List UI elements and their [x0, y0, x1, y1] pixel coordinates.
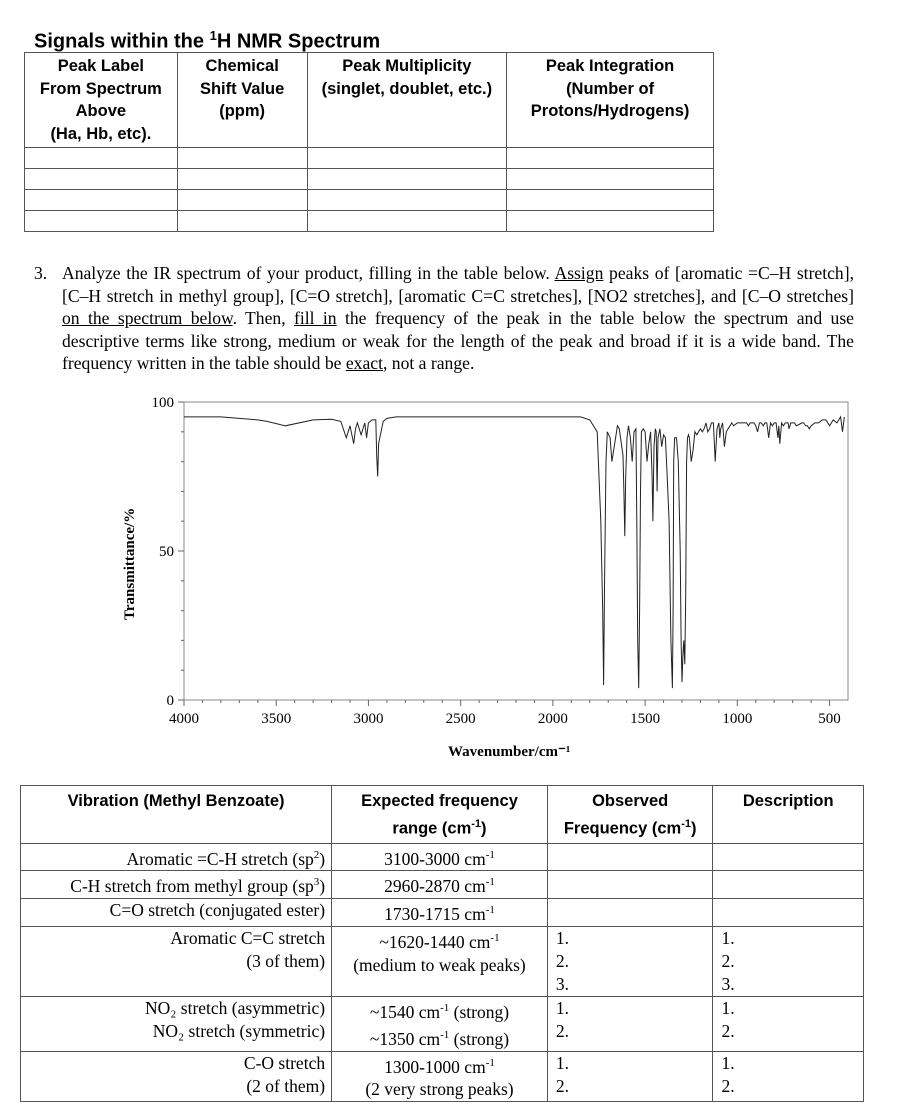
expected-sup: -1 — [485, 848, 495, 861]
question-text-part: Analyze the IR spectrum of your product, filling in the table below. — [62, 263, 555, 283]
nmr-header-example: (Ha, Hb, etc). — [50, 124, 152, 143]
nmr-cell[interactable] — [507, 211, 714, 232]
expected-line — [338, 927, 541, 954]
description-slot: 1. — [721, 997, 735, 1018]
question-3 — [34, 262, 854, 375]
ir-row-c-o — [21, 1051, 864, 1102]
nmr-title-prefix: Signals within the — [34, 30, 210, 53]
nmr-cell[interactable] — [25, 148, 178, 169]
description-slot: 3. — [721, 973, 735, 994]
nmr-header-peak-label — [25, 53, 178, 148]
description-slot: 1. — [721, 1052, 735, 1073]
x-tick-label: 3500 — [261, 711, 292, 727]
question-emphasis: fill in — [294, 308, 337, 328]
x-axis-label-text: Wavenumber/cm⁻¹ — [448, 744, 571, 760]
vibration-cell — [21, 926, 332, 996]
expected-cell — [332, 926, 548, 996]
y-axis-label: Transmittance/% — [122, 507, 138, 620]
y-ticks — [152, 395, 185, 709]
vibration-text: C-H stretch from methyl group (sp — [70, 876, 314, 897]
question-text-part: the frequency of the peak in the table below the spectrum and use descriptive terms like strong, medium or weak for the length of the peak and broad if it is a wide band. The frequency written in the table should be — [62, 308, 854, 373]
observed-cell[interactable] — [547, 871, 713, 899]
expected-text: 1730-1715 cm — [384, 903, 486, 924]
nmr-cell[interactable] — [177, 211, 307, 232]
nmr-cell[interactable] — [25, 190, 178, 211]
x-tick-label: 1500 — [630, 711, 661, 727]
expected-text: (2 very strong peaks) — [365, 1079, 514, 1100]
description-cell[interactable] — [713, 1051, 864, 1102]
vibration-text: Aromatic =C-H stretch (sp — [126, 848, 314, 869]
vibration-cell — [21, 1051, 332, 1102]
observed-slot: 1. — [555, 1052, 569, 1073]
ir-header-text: Frequency (cm — [563, 819, 682, 838]
nmr-cell[interactable] — [25, 211, 178, 232]
description-cell[interactable] — [713, 843, 864, 871]
expected-text: ~1620-1440 cm — [379, 931, 491, 952]
question-text-part: peaks of [aromatic =C–H stretch], [C–H stretch in methyl group], [C=O stretch], [aromatic C=C stretches], [NO2 stretches], and [C–O stretches] — [62, 263, 854, 306]
x-tick-label: 500 — [818, 711, 841, 727]
ir-header-sup: -1 — [681, 818, 691, 830]
ir-header-text: ) — [690, 819, 697, 838]
nmr-header-chemical-shift — [177, 53, 307, 148]
expected-sup: -1 — [485, 1056, 495, 1069]
vibration-text: NO₂ stretch (symmetric) — [152, 1020, 326, 1041]
nmr-header-text: Protons/Hydrogens) — [530, 102, 690, 120]
expected-line — [338, 1024, 541, 1051]
nmr-header-integration — [507, 53, 714, 148]
y-tick-label: 100 — [151, 395, 174, 411]
ir-header-expected — [332, 786, 548, 844]
ir-row-methyl-ch — [21, 871, 864, 899]
x-ticks — [169, 700, 841, 727]
observed-slot: 1. — [555, 927, 569, 948]
expected-cell — [332, 1051, 548, 1102]
ir-row-co — [21, 899, 864, 927]
nmr-cell[interactable] — [25, 169, 178, 190]
x-tick-label: 1000 — [722, 711, 753, 727]
nmr-cell[interactable] — [177, 169, 307, 190]
expected-cell — [332, 996, 548, 1051]
observed-slot: 2. — [555, 950, 569, 971]
nmr-row — [25, 148, 714, 169]
ir-header-vibration: Vibration (Methyl Benzoate) — [21, 786, 332, 844]
expected-text: 2960-2870 cm — [384, 876, 486, 897]
observed-slot: 2. — [555, 1020, 569, 1041]
description-slot: 2. — [721, 1075, 735, 1096]
expected-cell — [332, 843, 548, 871]
question-text — [62, 262, 854, 375]
observed-cell[interactable] — [547, 899, 713, 927]
question-emphasis: Assign — [554, 263, 604, 283]
ir-header-row — [21, 786, 864, 844]
expected-sup: -1 — [485, 876, 495, 889]
description-cell[interactable] — [713, 899, 864, 927]
vibration-text: (3 of them) — [246, 950, 326, 971]
observed-cell[interactable] — [547, 926, 713, 996]
expected-text: (medium to weak peaks) — [353, 954, 526, 975]
vibration-text: NO₂ stretch (asymmetric) — [145, 997, 326, 1018]
y-tick-label: 0 — [166, 693, 174, 709]
expected-sup: -1 — [440, 1001, 450, 1014]
nmr-header-text: (singlet, doublet, etc.) — [321, 79, 493, 98]
x-tick-label: 2500 — [445, 711, 476, 727]
nmr-header-text: (Number of — [566, 79, 655, 98]
ir-header-observed — [547, 786, 713, 844]
ir-row-cc — [21, 926, 864, 996]
nmr-header-multiplicity — [307, 53, 507, 148]
nmr-cell[interactable] — [307, 169, 507, 190]
ir-row-aromatic-ch — [21, 843, 864, 871]
vibration-text: (2 of them) — [246, 1075, 326, 1096]
vibration-cell — [21, 871, 332, 899]
nmr-cell[interactable] — [307, 211, 507, 232]
x-tick-label: 2000 — [537, 711, 568, 727]
ir-spectrum-line — [184, 417, 844, 688]
description-slot: 2. — [721, 950, 735, 971]
expected-cell — [332, 899, 548, 927]
observed-slot: 1. — [555, 997, 569, 1018]
expected-sup: -1 — [490, 931, 500, 944]
nmr-table — [24, 52, 714, 232]
expected-line — [338, 1052, 541, 1079]
y-tick-label: 50 — [159, 544, 174, 560]
x-tick-label: 3000 — [353, 711, 384, 727]
question-emphasis: exact — [345, 353, 383, 373]
x-axis-label — [448, 744, 570, 760]
question-emphasis: on the spectrum below — [62, 308, 233, 328]
vibration-cell — [21, 843, 332, 871]
nmr-cell[interactable] — [507, 148, 714, 169]
vibration-text: ) — [319, 848, 326, 869]
ir-header-sup: -1 — [471, 818, 482, 830]
question-text-part: , not a range. — [382, 353, 475, 373]
vibration-text: C-O stretch — [243, 1052, 326, 1073]
plot-frame — [184, 402, 848, 700]
nmr-row — [25, 211, 714, 232]
nmr-cell[interactable] — [507, 190, 714, 211]
ir-row-no2 — [21, 996, 864, 1051]
nmr-section-title — [34, 28, 380, 54]
observed-slot: 3. — [555, 973, 569, 994]
nmr-row — [25, 169, 714, 190]
expected-sup: -1 — [440, 1028, 450, 1041]
observed-cell[interactable] — [547, 843, 713, 871]
vibration-sup: 3 — [313, 876, 320, 889]
expected-sup: -1 — [485, 904, 495, 917]
nmr-title-suffix: H NMR Spectrum — [216, 30, 381, 53]
nmr-header-text: Peak Integration — [545, 57, 675, 75]
nmr-header-text: (ppm) — [219, 102, 266, 120]
question-number: 3. — [34, 263, 48, 283]
description-cell[interactable] — [713, 996, 864, 1051]
expected-text: (strong) — [449, 1001, 510, 1022]
observed-cell[interactable] — [547, 1051, 713, 1102]
expected-text: (strong) — [449, 1028, 510, 1049]
nmr-cell[interactable] — [307, 148, 507, 169]
expected-text: ~1350 cm — [369, 1028, 441, 1049]
nmr-header-text: From Spectrum — [39, 79, 162, 98]
nmr-title-sup: 1 — [209, 28, 217, 43]
x-tick-label: 4000 — [169, 711, 199, 727]
nmr-row — [25, 190, 714, 211]
nmr-cell[interactable] — [177, 190, 307, 211]
vibration-cell: C=O stretch (conjugated ester) — [21, 899, 332, 927]
nmr-header-text: Peak Multiplicity — [342, 57, 472, 75]
observed-slot: 2. — [555, 1075, 569, 1096]
nmr-cell[interactable] — [507, 169, 714, 190]
ir-header-description: Description — [713, 786, 864, 844]
expected-text: ~1540 cm — [369, 1001, 441, 1022]
nmr-cell[interactable] — [177, 148, 307, 169]
expected-cell — [332, 871, 548, 899]
nmr-header-row — [25, 53, 714, 148]
ir-header-text: range (cm — [392, 819, 472, 838]
expected-text: 3100-3000 cm — [384, 848, 486, 869]
description-slot: 2. — [721, 1020, 735, 1041]
nmr-cell[interactable] — [307, 190, 507, 211]
description-cell[interactable] — [713, 926, 864, 996]
vibration-text: ) — [319, 876, 326, 897]
description-slot: 1. — [721, 927, 735, 948]
vibration-cell — [21, 996, 332, 1051]
vibration-sup: 2 — [313, 848, 320, 861]
nmr-header-text: Chemical — [205, 57, 279, 75]
vibration-text: Aromatic C=C stretch — [170, 927, 326, 948]
ir-header-text: Observed — [592, 792, 669, 810]
ir-header-text: Expected frequency — [361, 792, 518, 810]
description-cell[interactable] — [713, 871, 864, 899]
ir-spectrum-chart — [100, 390, 860, 770]
nmr-header-text: Peak Label — [57, 57, 144, 75]
expected-line — [338, 997, 541, 1024]
ir-header-text: ) — [481, 819, 487, 838]
observed-cell[interactable] — [547, 996, 713, 1051]
question-text-part: . Then, — [232, 308, 294, 328]
ir-table — [20, 785, 864, 1102]
expected-text: 1300-1000 cm — [384, 1056, 486, 1077]
nmr-header-text: Shift Value — [199, 79, 285, 98]
nmr-header-text: Above — [75, 102, 127, 120]
